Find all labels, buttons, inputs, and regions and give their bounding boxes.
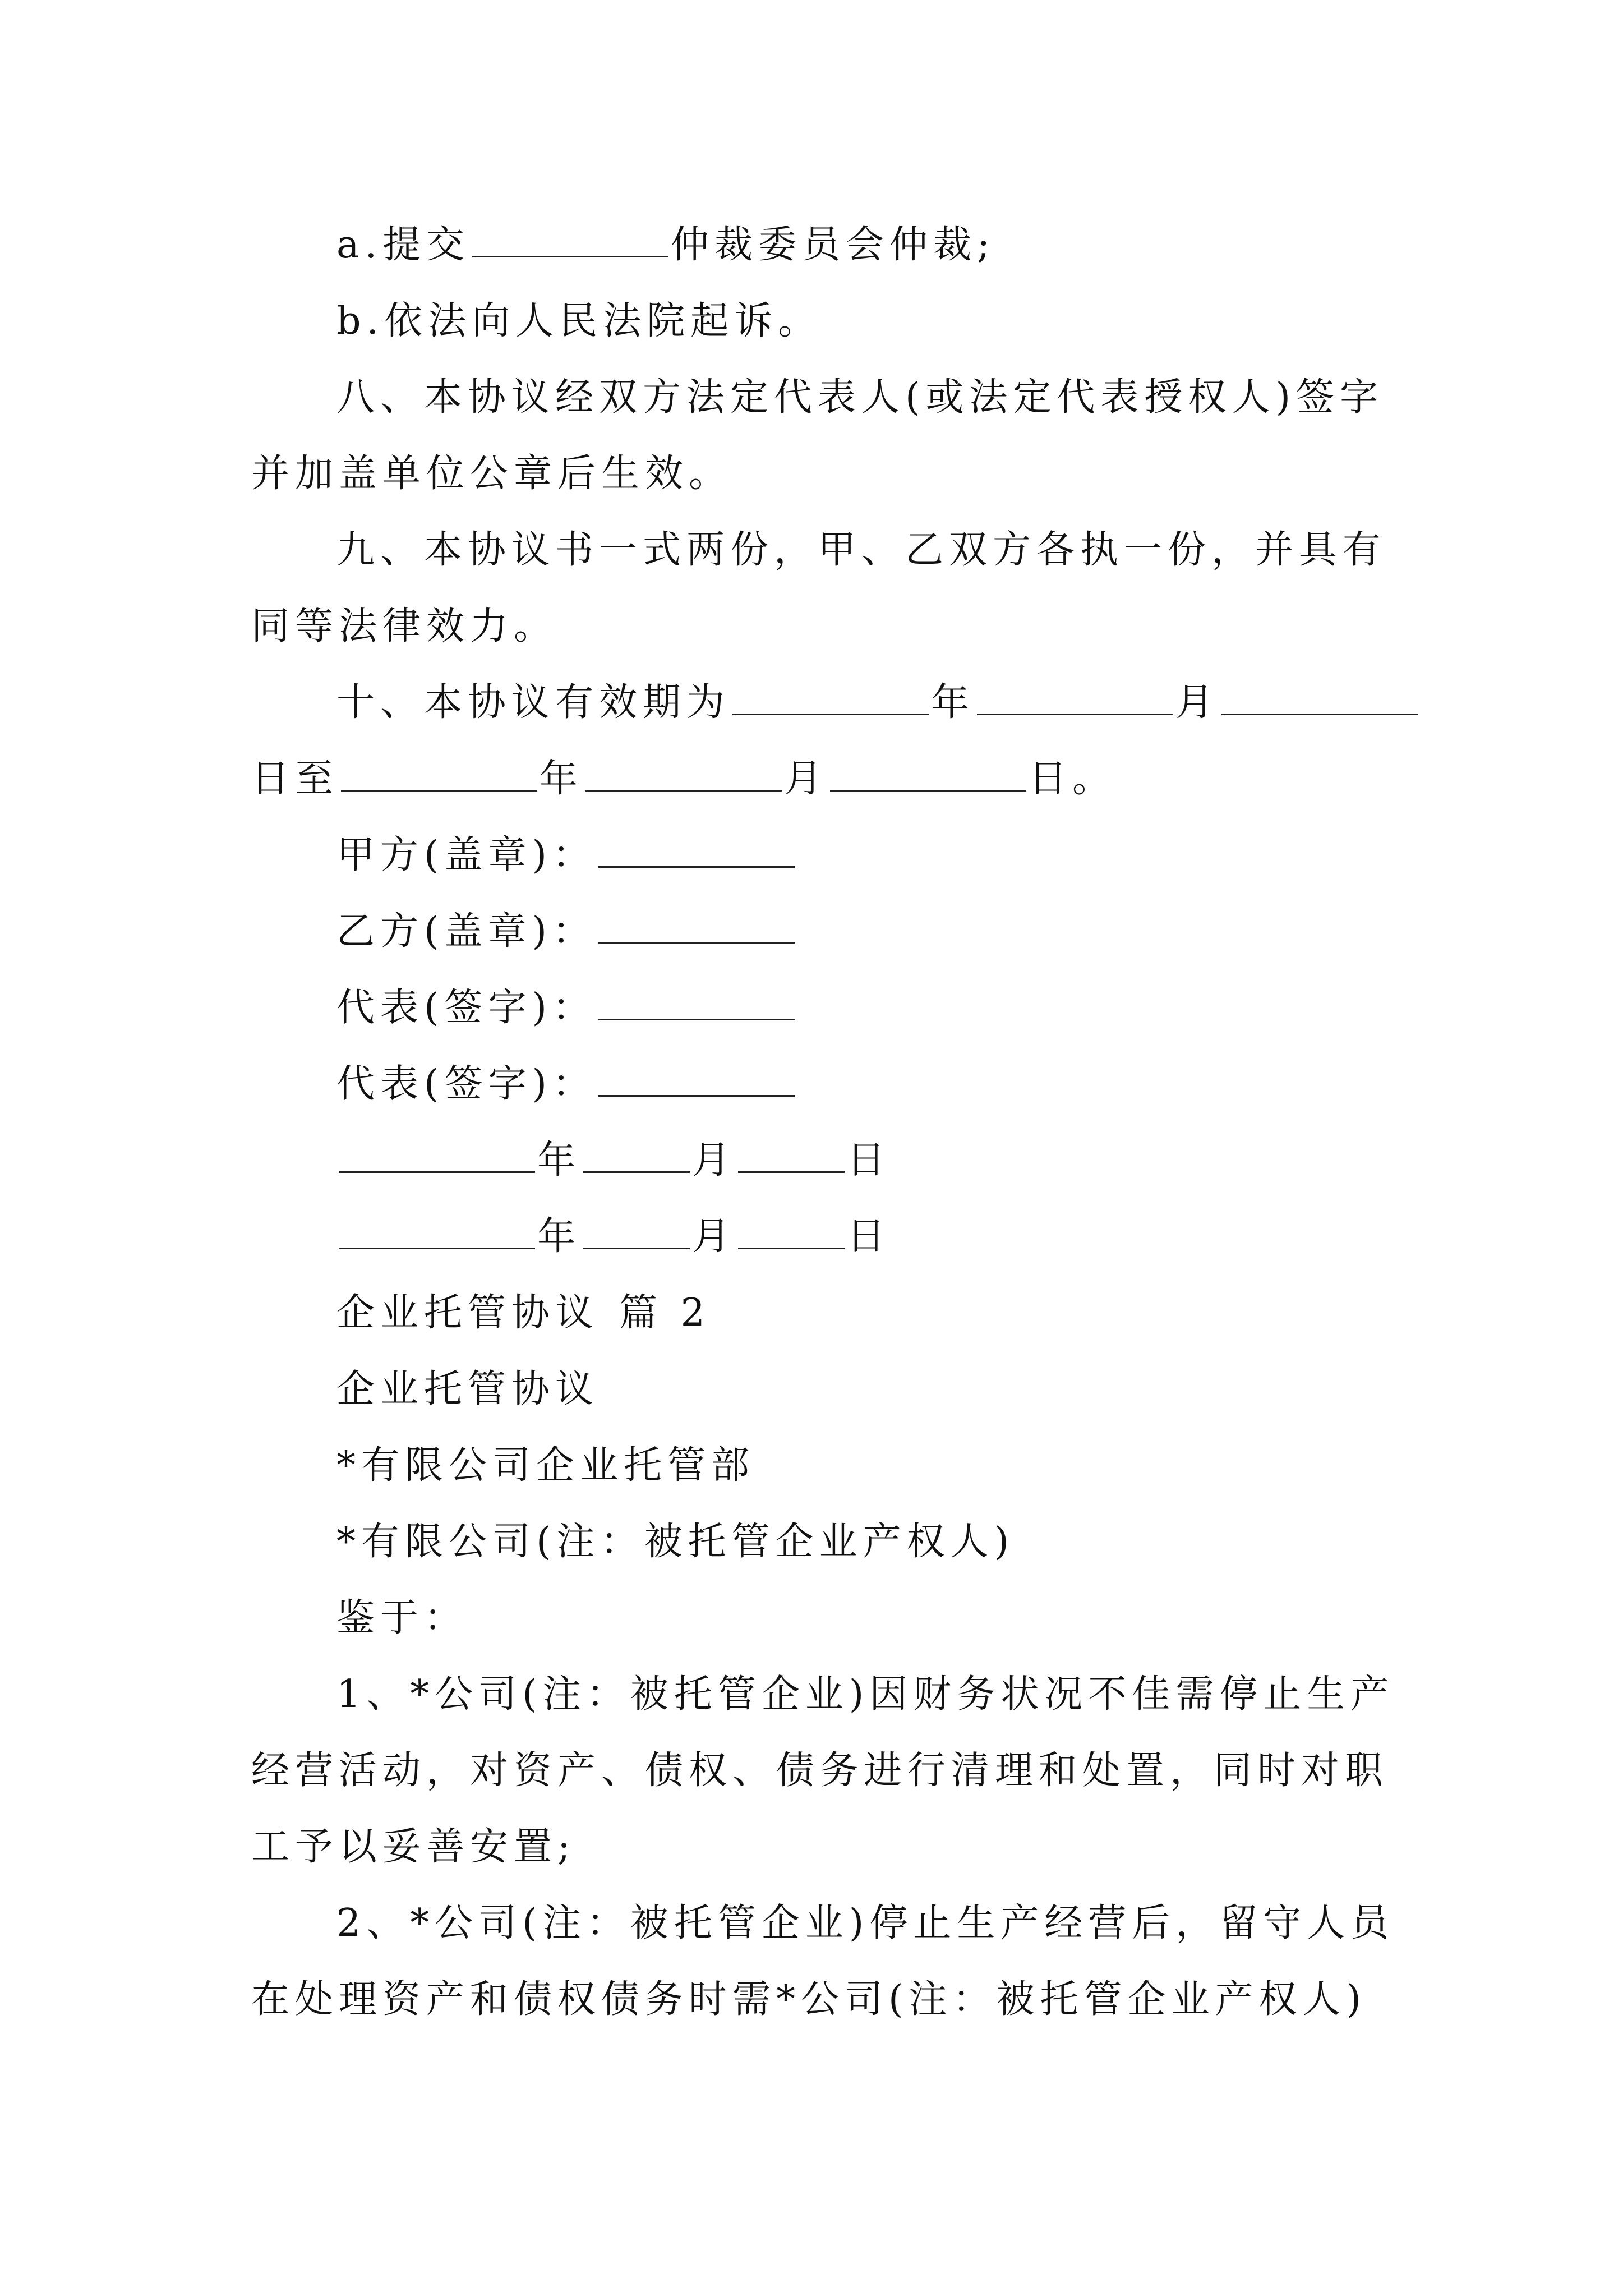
start-day-blank [1221, 679, 1418, 715]
start-month-blank [977, 679, 1173, 715]
document-title: 企业托管协议 [336, 1367, 600, 1411]
representative-sign-label-2: 代表(签字)： [336, 1062, 597, 1106]
end-month-blank [585, 755, 782, 792]
day-end-label: 日。 [1029, 757, 1117, 801]
month-label: 月 [692, 1138, 736, 1182]
clause-10-line-1 [336, 678, 1481, 728]
representative-sign-line-1 [336, 983, 1481, 1033]
clause-10-prefix: 十、本协议有效期为 [336, 680, 731, 725]
sign-month-blank-1 [583, 1137, 690, 1173]
representative-sign-blank-1 [598, 984, 795, 1020]
clause-8-line-1: 八、本协议经双方法定代表人(或法定代表授权人)签字 [336, 375, 1384, 420]
recital-1-line-2: 经营活动，对资产、债权、债务进行清理和处置，同时对职 [251, 1749, 1389, 1793]
sign-year-blank-1 [339, 1137, 535, 1173]
representative-sign-blank-2 [598, 1060, 795, 1097]
recital-1-line-1: 1、*公司(注：被托管企业)因财务状况不佳需停止生产 [336, 1672, 1395, 1717]
recital-2-line-1: 2、*公司(注：被托管企业)停止生产经营后，留守人员 [336, 1901, 1395, 1945]
signing-date-line-2 [336, 1212, 1481, 1262]
start-year-blank [732, 679, 929, 715]
month-label: 月 [692, 1214, 736, 1259]
end-year-blank [341, 755, 537, 792]
clause-9-line-1: 九、本协议书一式两份，甲、乙双方各执一份，并具有 [336, 528, 1387, 572]
party-b-seal-blank [598, 908, 795, 944]
party-1-name: *有限公司企业托管部 [336, 1443, 755, 1488]
day-label: 日 [847, 1214, 891, 1259]
arbitration-commission-blank [472, 221, 668, 257]
clause-7-option-b: b.依法向人民法院起诉。 [336, 299, 822, 343]
party-b-seal-line [336, 907, 1481, 957]
clause-7-a-suffix: 仲裁委员会仲裁; [671, 223, 996, 267]
clause-9-line-2: 同等法律效力。 [251, 604, 558, 648]
sign-month-blank-2 [583, 1213, 690, 1249]
month-label: 月 [1175, 680, 1220, 725]
whereas-heading: 鉴于： [336, 1596, 468, 1640]
section-heading [336, 1288, 1481, 1338]
year-label: 年 [537, 1214, 582, 1259]
section-part-number: 篇 2 [619, 1291, 711, 1335]
recital-1-line-3: 工予以妥善安置; [251, 1825, 576, 1869]
signing-date-line-1 [336, 1135, 1481, 1186]
party-b-seal-label: 乙方(盖章)： [336, 909, 597, 954]
party-2-name: *有限公司(注：被托管企业产权人) [336, 1520, 1015, 1564]
clause-7-a-prefix: a.提交 [336, 223, 471, 267]
end-day-blank [830, 755, 1026, 792]
sign-day-blank-1 [738, 1137, 845, 1173]
clause-7-option-a [336, 220, 1481, 270]
month-label: 月 [784, 757, 828, 801]
day-label: 日 [847, 1138, 891, 1182]
year-label: 年 [537, 1138, 582, 1182]
representative-sign-label-1: 代表(签字)： [336, 986, 597, 1030]
recital-2-line-2: 在处理资产和债权债务时需*公司(注：被托管企业产权人) [251, 1977, 1367, 2022]
party-a-seal-line [336, 830, 1481, 881]
clause-10-line-2 [251, 754, 1395, 804]
party-a-seal-blank [598, 831, 795, 868]
clause-8-line-2: 并加盖单位公章后生效。 [251, 452, 733, 496]
year-label: 年 [540, 757, 584, 801]
section-heading-title: 企业托管协议 [336, 1291, 600, 1335]
party-a-seal-label: 甲方(盖章)： [336, 833, 597, 877]
sign-year-blank-2 [339, 1213, 535, 1249]
year-label: 年 [931, 680, 975, 725]
day-to-label: 日至 [251, 757, 339, 801]
sign-day-blank-2 [738, 1213, 845, 1249]
representative-sign-line-2 [336, 1059, 1481, 1110]
